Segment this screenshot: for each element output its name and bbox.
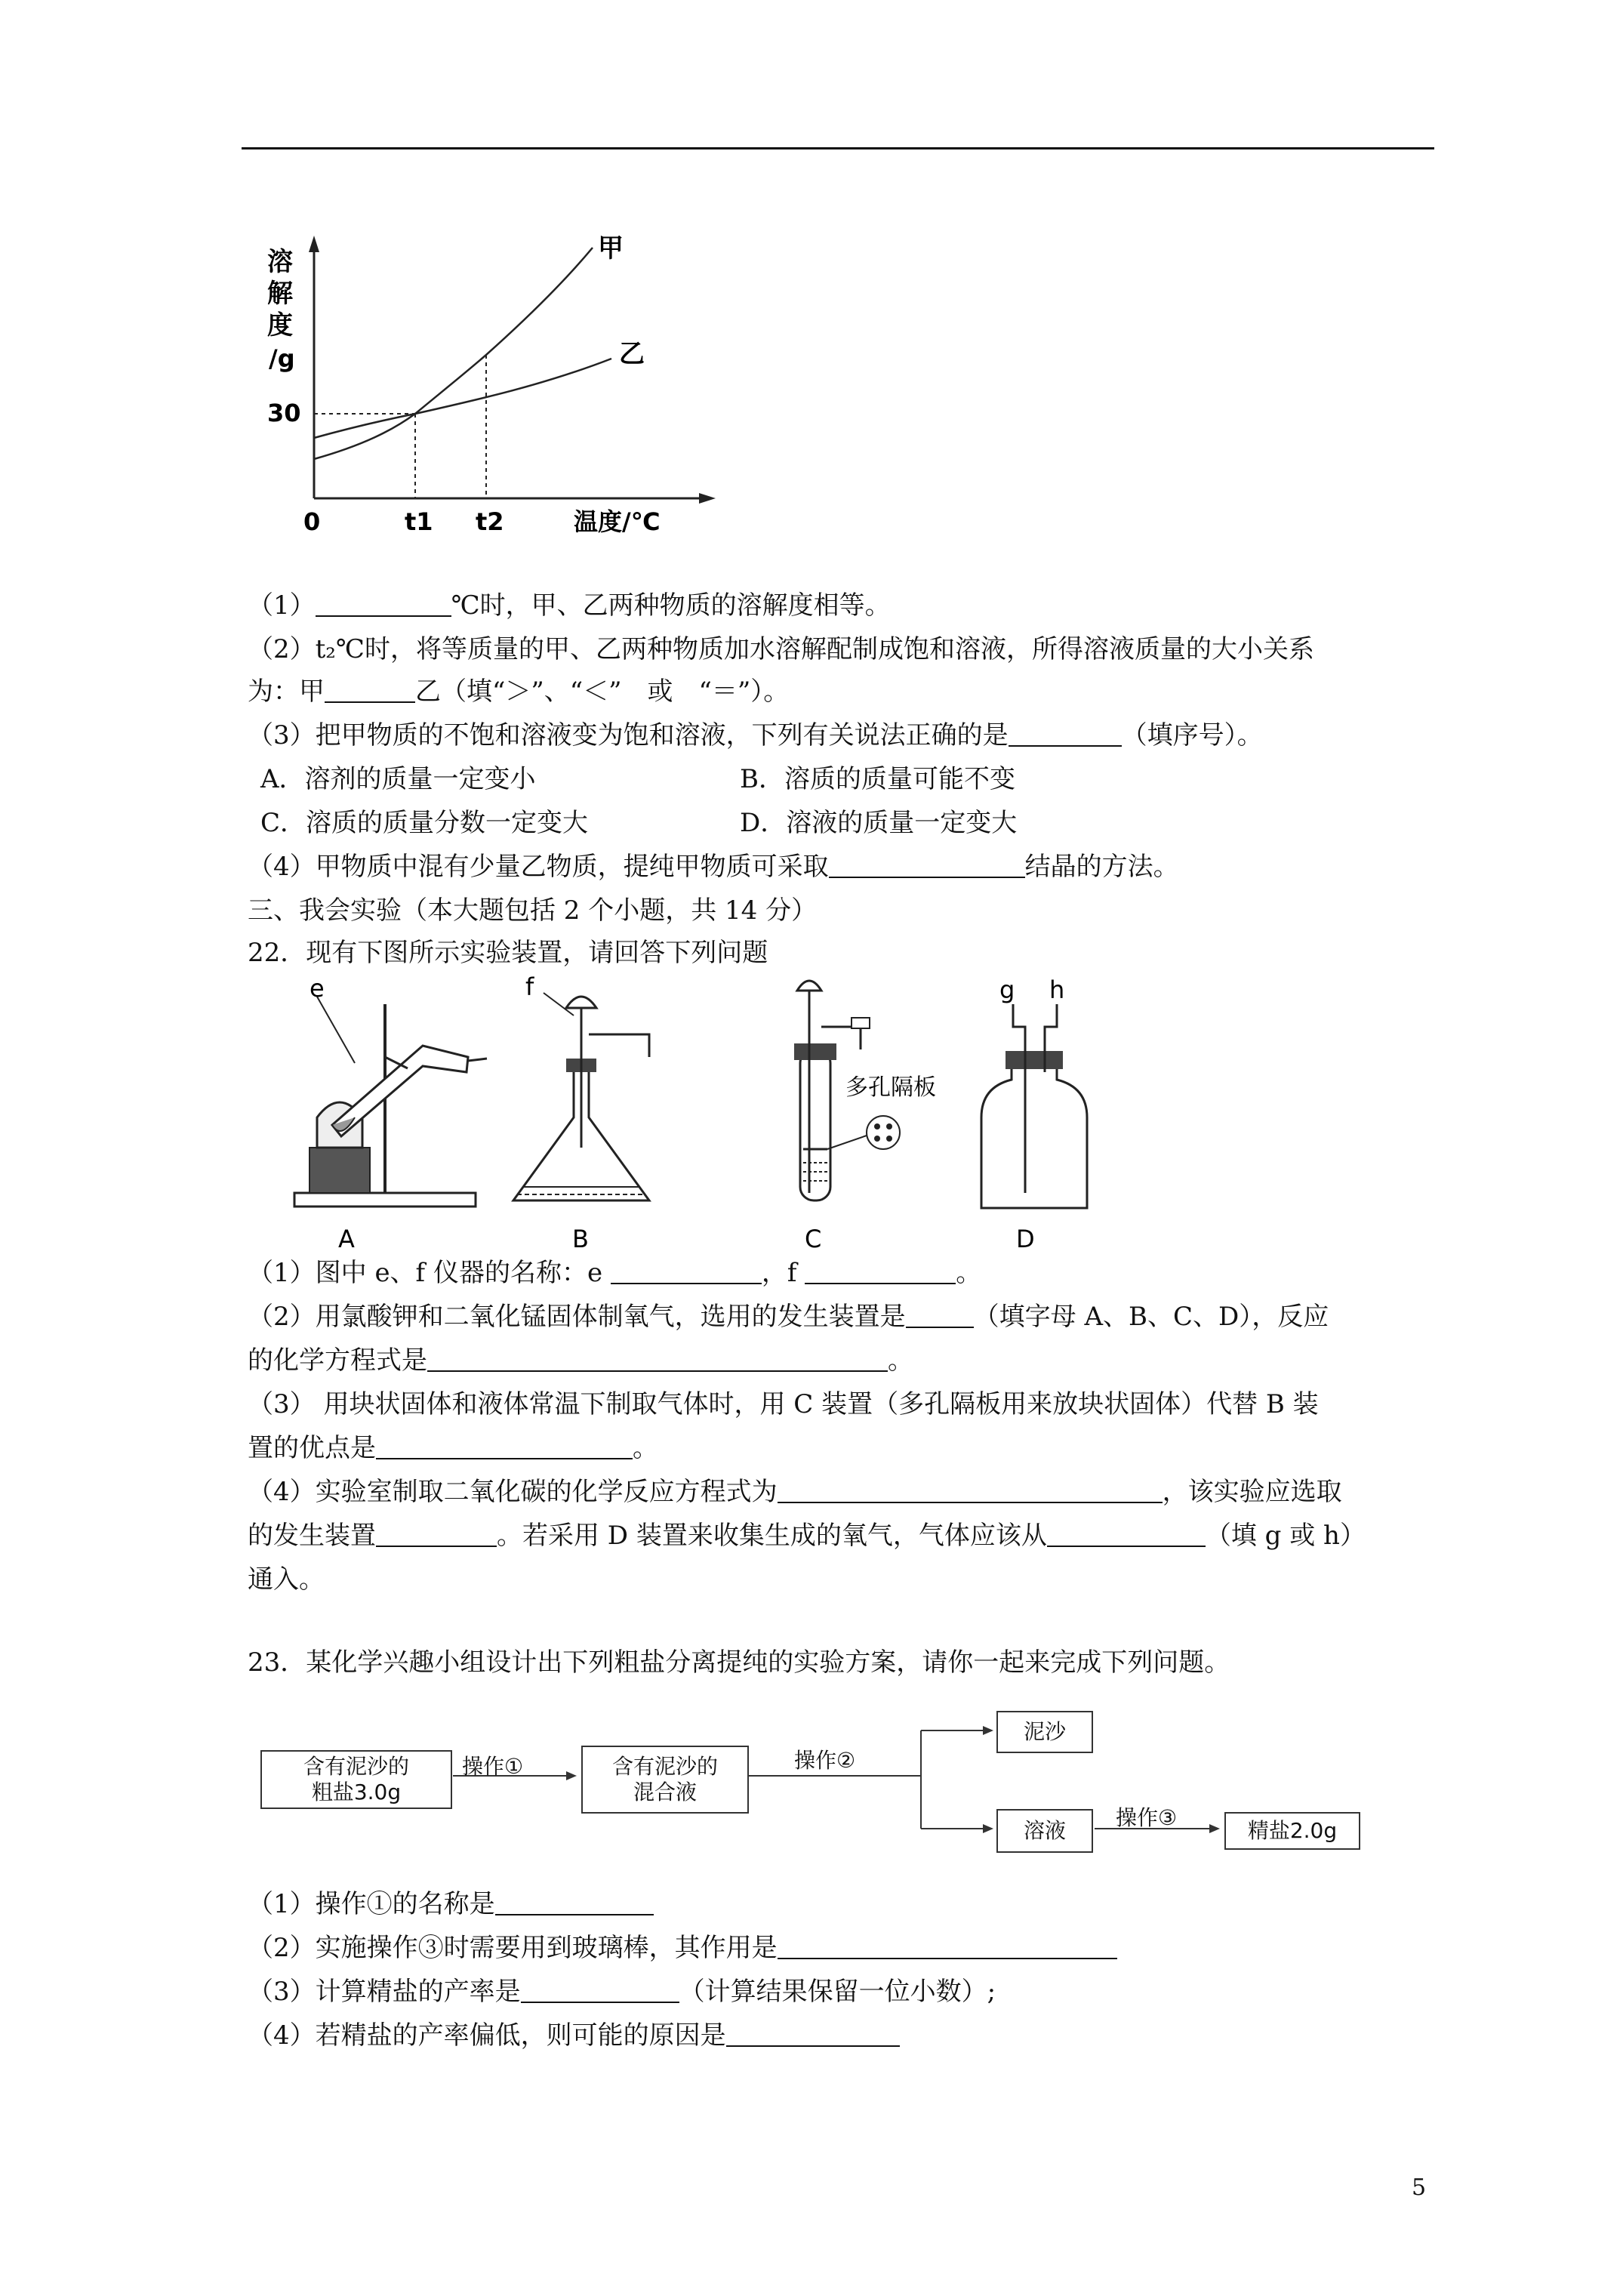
q21-part1: （1） ℃时，甲、乙两种物质的溶解度相等。 xyxy=(248,590,891,621)
q21-blank-4[interactable] xyxy=(829,854,1025,878)
x-tick-t2: t2 xyxy=(476,507,504,536)
q22-part1: （1）图中 e、f 仪器的名称：e ，f 。 xyxy=(248,1258,982,1288)
flow-box-refined-salt: 精盐2.0g xyxy=(1224,1812,1360,1850)
q22-part2-line1: （2）用氯酸钾和二氧化锰固体制氧气，选用的发生装置是 （填字母 A、B、C、D），反应 xyxy=(248,1302,1329,1332)
q23-part3: （3）计算精盐的产率是 （计算结果保留一位小数）; xyxy=(248,1977,996,2007)
apparatus-a xyxy=(294,974,487,1253)
q22-blank-2a[interactable] xyxy=(906,1304,974,1328)
q22-part4-line1: （4）实验室制取二氧化碳的化学反应方程式为 ，该实验应选取 xyxy=(248,1477,1342,1507)
flow-box-mixture: 含有泥沙的 混合液 xyxy=(581,1746,749,1814)
x-axis-arrow xyxy=(699,493,716,504)
flow-op-2: 操作② xyxy=(794,1748,856,1773)
q23-blank-1[interactable] xyxy=(495,1891,654,1915)
q22-blank-f[interactable] xyxy=(805,1260,956,1284)
q23-blank-2[interactable] xyxy=(778,1935,1117,1959)
q22-intro: 22．现有下图所示实验装置，请回答下列问题 xyxy=(248,938,768,968)
q22-part3-line1: （3） 用块状固体和液体常温下制取气体时，用 C 装置（多孔隔板用来放块状固体）代替 B 装 xyxy=(248,1389,1319,1419)
curve-yi xyxy=(314,359,611,438)
q21-part2-line1: （2）t₂℃时，将等质量的甲、乙两种物质加水溶解配制成饱和溶液，所得溶液质量的大小关系 xyxy=(248,634,1314,664)
apparatus-label-b: B xyxy=(572,1225,589,1253)
q21-blank-1[interactable] xyxy=(316,593,451,617)
flow-box-crude-salt: 含有泥沙的 粗盐3.0g xyxy=(260,1750,452,1809)
q21-part3: （3）把甲物质的不饱和溶液变为饱和溶液，下列有关说法正确的是 （填序号）。 xyxy=(248,720,1263,750)
q23-blank-3[interactable] xyxy=(521,1979,679,2003)
q23-blank-4[interactable] xyxy=(726,2023,900,2047)
q22-part4-line3: 通入。 xyxy=(248,1564,325,1595)
q21-part4: （4）甲物质中混有少量乙物质，提纯甲物质可采取 结晶的方法。 xyxy=(248,852,1179,882)
q22-blank-e[interactable] xyxy=(611,1260,762,1284)
ylabel-char-3: 度 xyxy=(267,310,293,341)
apparatus-label-c: C xyxy=(805,1225,822,1253)
q22-blank-2b[interactable] xyxy=(427,1348,888,1372)
ylabel-char-1: 溶 xyxy=(267,247,293,277)
apparatus-label-d: D xyxy=(1016,1225,1035,1253)
part-label-h: h xyxy=(1049,975,1065,1004)
part-label-g: g xyxy=(999,975,1015,1004)
q21-option-a: A．溶剂的质量一定变小 xyxy=(260,764,536,794)
x-tick-t1: t1 xyxy=(405,507,433,536)
series-label-jia: 甲 xyxy=(598,233,624,264)
q22-blank-3[interactable] xyxy=(376,1435,633,1459)
apparatus-b xyxy=(513,974,649,1253)
part-label-f: f xyxy=(525,974,534,1001)
q23-part4: （4）若精盐的产率偏低，则可能的原因是 xyxy=(248,2019,900,2052)
q21-blank-3[interactable] xyxy=(1009,723,1122,747)
solubility-chart xyxy=(257,219,740,544)
x-axis-label: 温度/℃ xyxy=(574,507,661,536)
q21-option-c: C．溶质的质量分数一定变大 xyxy=(260,808,589,838)
series-label-yi: 乙 xyxy=(619,339,645,369)
section-3-heading: 三、我会实验（本大题包括 2 个小题，共 14 分） xyxy=(248,895,818,926)
q22-part3-line2: 置的优点是 。 xyxy=(248,1433,658,1463)
flow-op-1: 操作① xyxy=(462,1754,524,1779)
y-axis-arrow xyxy=(309,236,319,252)
flow-box-solution: 溶液 xyxy=(996,1809,1093,1853)
porous-plate-label: 多孔隔板 xyxy=(845,1074,936,1101)
origin-label: 0 xyxy=(303,507,321,536)
flow-op-3: 操作③ xyxy=(1116,1805,1178,1830)
q21-option-b: B．溶质的质量可能不变 xyxy=(740,764,1015,794)
ylabel-char-2: 解 xyxy=(267,279,293,309)
q23-part2: （2）实施操作③时需要用到玻璃棒，其作用是 xyxy=(248,1931,1117,1965)
part-label-e: e xyxy=(310,974,325,1003)
flow-box-sand: 泥沙 xyxy=(996,1711,1093,1753)
q22-part4-line2: 的发生装置 。若采用 D 装置来收集生成的氧气，气体应该从 （填 g 或 h） xyxy=(248,1521,1366,1551)
header-rule xyxy=(242,147,1434,149)
apparatus-d xyxy=(981,975,1087,1253)
q22-part2-line2: 的化学方程式是 。 xyxy=(248,1345,913,1376)
q23-part1: （1）操作①的名称是 xyxy=(248,1888,654,1921)
q21-blank-2[interactable] xyxy=(325,679,415,703)
q22-blank-4b[interactable] xyxy=(376,1523,497,1547)
q23-intro: 23．某化学兴趣小组设计出下列粗盐分离提纯的实验方案，请你一起来完成下列问题。 xyxy=(248,1647,1230,1678)
q21-option-d: D．溶液的质量一定变大 xyxy=(740,808,1018,838)
ylabel-char-4: /g xyxy=(269,344,295,373)
q21-part2-line2: 为：甲 乙（填“＞”、“＜” 或 “＝”）。 xyxy=(248,676,790,707)
page-number: 5 xyxy=(1412,2174,1427,2201)
q22-blank-4a[interactable] xyxy=(778,1479,1163,1503)
apparatus-label-a: A xyxy=(338,1225,355,1253)
q22-blank-4c[interactable] xyxy=(1047,1523,1206,1547)
y-tick-30: 30 xyxy=(267,399,301,427)
apparatus-c xyxy=(794,981,936,1253)
apparatus-figure xyxy=(287,974,1163,1261)
